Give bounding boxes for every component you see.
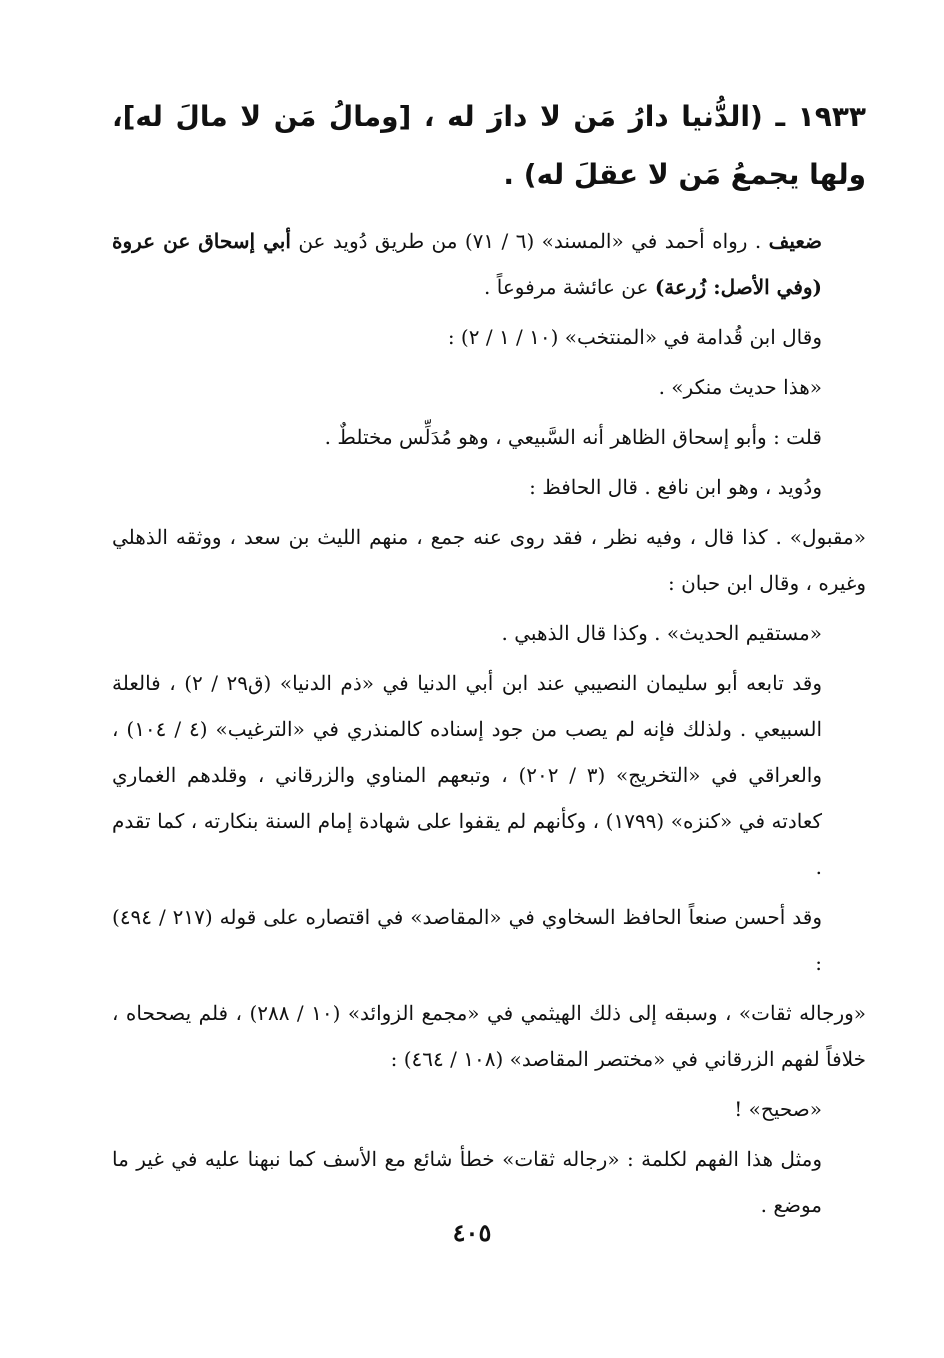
paragraph-duwayd: ودُويد ، وهو ابن نافع . قال الحافظ :	[529, 475, 822, 499]
paragraph-conclusion: ومثل هذا الفهم لكلمة : «رجاله ثقات» خطأ شائع مع الأسف كما نبهنا عليه في غير ما موضع .	[112, 1147, 822, 1217]
paragraph-rijal-thiqat: «ورجاله ثقات» ، وسبقه إلى ذلك الهيثمي في «مجمع الزوائد» (١٠ / ٢٨٨) ، فلم يصححاه ، خلافاً لفهم الزرقاني في «مختصر المقاصد» (١٠٨ / ٤٦٤) :	[112, 1001, 866, 1071]
paragraph-abu-ishaq: قلت : وأبو إسحاق الظاهر أنه السَّبيعي ، وهو مُدَلِّس مختلطٌ .	[324, 425, 822, 449]
paragraph-quote-munkar: «هذا حديث منكر» .	[658, 375, 822, 399]
paragraph-ibn-qudama: وقال ابن قُدامة في «المنتخب» (١٠ / ١ / ٢) :	[447, 325, 822, 349]
paragraph-sahih: «صحيح» !	[734, 1097, 822, 1121]
paragraph-sakhawi: وقد أحسن صنعاً الحافظ السخاوي في «المقاصد» في اقتصاره على قوله (٢١٧ / ٤٩٤) :	[112, 905, 823, 975]
book-page	[112, 88, 866, 1288]
paragraph-maqbul: «مقبول» . كذا قال ، وفيه نظر ، فقد روى عنه جمع ، منهم الليث بن سعد ، ووثقه الذهلي وغيره ، وقال ابن حبان :	[112, 525, 866, 595]
grading-label: ضعيف	[768, 229, 823, 253]
page-number: ٤٠٥	[452, 1218, 492, 1247]
grading-text-a: . رواه أحمد في «المسند» (٦ / ٧١) من طريق دُويد عن	[290, 229, 769, 253]
grading-text-b: عن عائشة مرفوعاً .	[484, 275, 655, 299]
paragraph-grading	[112, 218, 866, 310]
grading-chain: أبي إسحاق عن عروة (وفي الأصل: زُرعة)	[112, 229, 822, 299]
paragraph-mutaba: وقد تابعه أبو سليمان النصيبي عند ابن أبي الدنيا في «ذم الدنيا» (ق٢٩ / ٢) ، فالعلة السبيعي . ولذلك فإنه لم يصب من جود إسناده كالمنذري في «الترغيب» (٤ / ١٠٤) ، والعراقي في «التخريج» (٣ / ٢٠٢) ، وتبعهم المناوي والزرقاني ، وقلدهم الغماري كعادته في «كنزه» (١٧٩٩) ، وكأنهم لم يقفوا على شهادة إمام السنة بنكارته ، كما تقدم .	[112, 671, 823, 879]
hadith-heading: ١٩٣٣ ـ (الدُّنيا دارُ مَن لا دارَ له ، [ومالُ مَن لا مالَ له]، ولها يجمعُ مَن لا عقلَ له) .	[112, 100, 866, 191]
paragraph-mustaqim: «مستقيم الحديث» . وكذا قال الذهبي .	[501, 621, 822, 645]
